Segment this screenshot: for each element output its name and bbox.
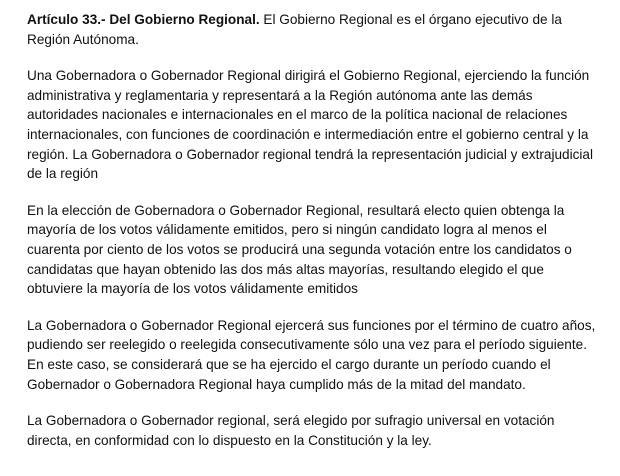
article-intro-paragraph: [27, 10, 597, 49]
document-body: [27, 10, 597, 467]
paragraph-3: La Gobernadora o Gobernador Regional ejercerá sus funciones por el término de cuatro años, pudiendo ser reelegido o reelegida consecutivamente sólo una vez para el período siguiente. En este caso, se considerará que se ha ejercido el cargo durante un período cuando el Gobernador o Gobernadora Regional haya cumplido más de la mitad del mandato.: [27, 317, 596, 392]
paragraph-2: En la elección de Gobernadora o Gobernador Regional, resultará electo quien obtenga la mayoría de los votos válidamente emitidos, pero si ningún candidato logra al menos el cuarenta por ciento de los votos se producirá una segunda votación entre los candidatos o candidatas que hayan obtenido las dos más altas mayorías, resultando elegido el que obtuviere la mayoría de los votos válidamente emitidos: [27, 202, 572, 297]
paragraph-4: La Gobernadora o Gobernador regional, será elegido por sufragio universal en votación directa, en conformidad con lo dispuesto en la Constitución y la ley.: [27, 413, 555, 448]
article-heading: Artículo 33.- Del Gobierno Regional.: [27, 12, 260, 27]
paragraph-1: Una Gobernadora o Gobernador Regional dirigirá el Gobierno Regional, ejerciendo la función administrativa y reglamentaria y representará a la Región autónoma ante las demás autoridades nacionales e internacionales en el marco de la política nacional de relaciones internacionales, con funciones de coordinación e intermediación entre el gobierno central y la región. La Gobernadora o Gobernador regional tendrá la representación judicial y extrajudicial de la región: [27, 68, 593, 182]
article-intro-text: El Gobierno Regional es el órgano ejecutivo de la Región Autónoma.: [27, 12, 562, 47]
